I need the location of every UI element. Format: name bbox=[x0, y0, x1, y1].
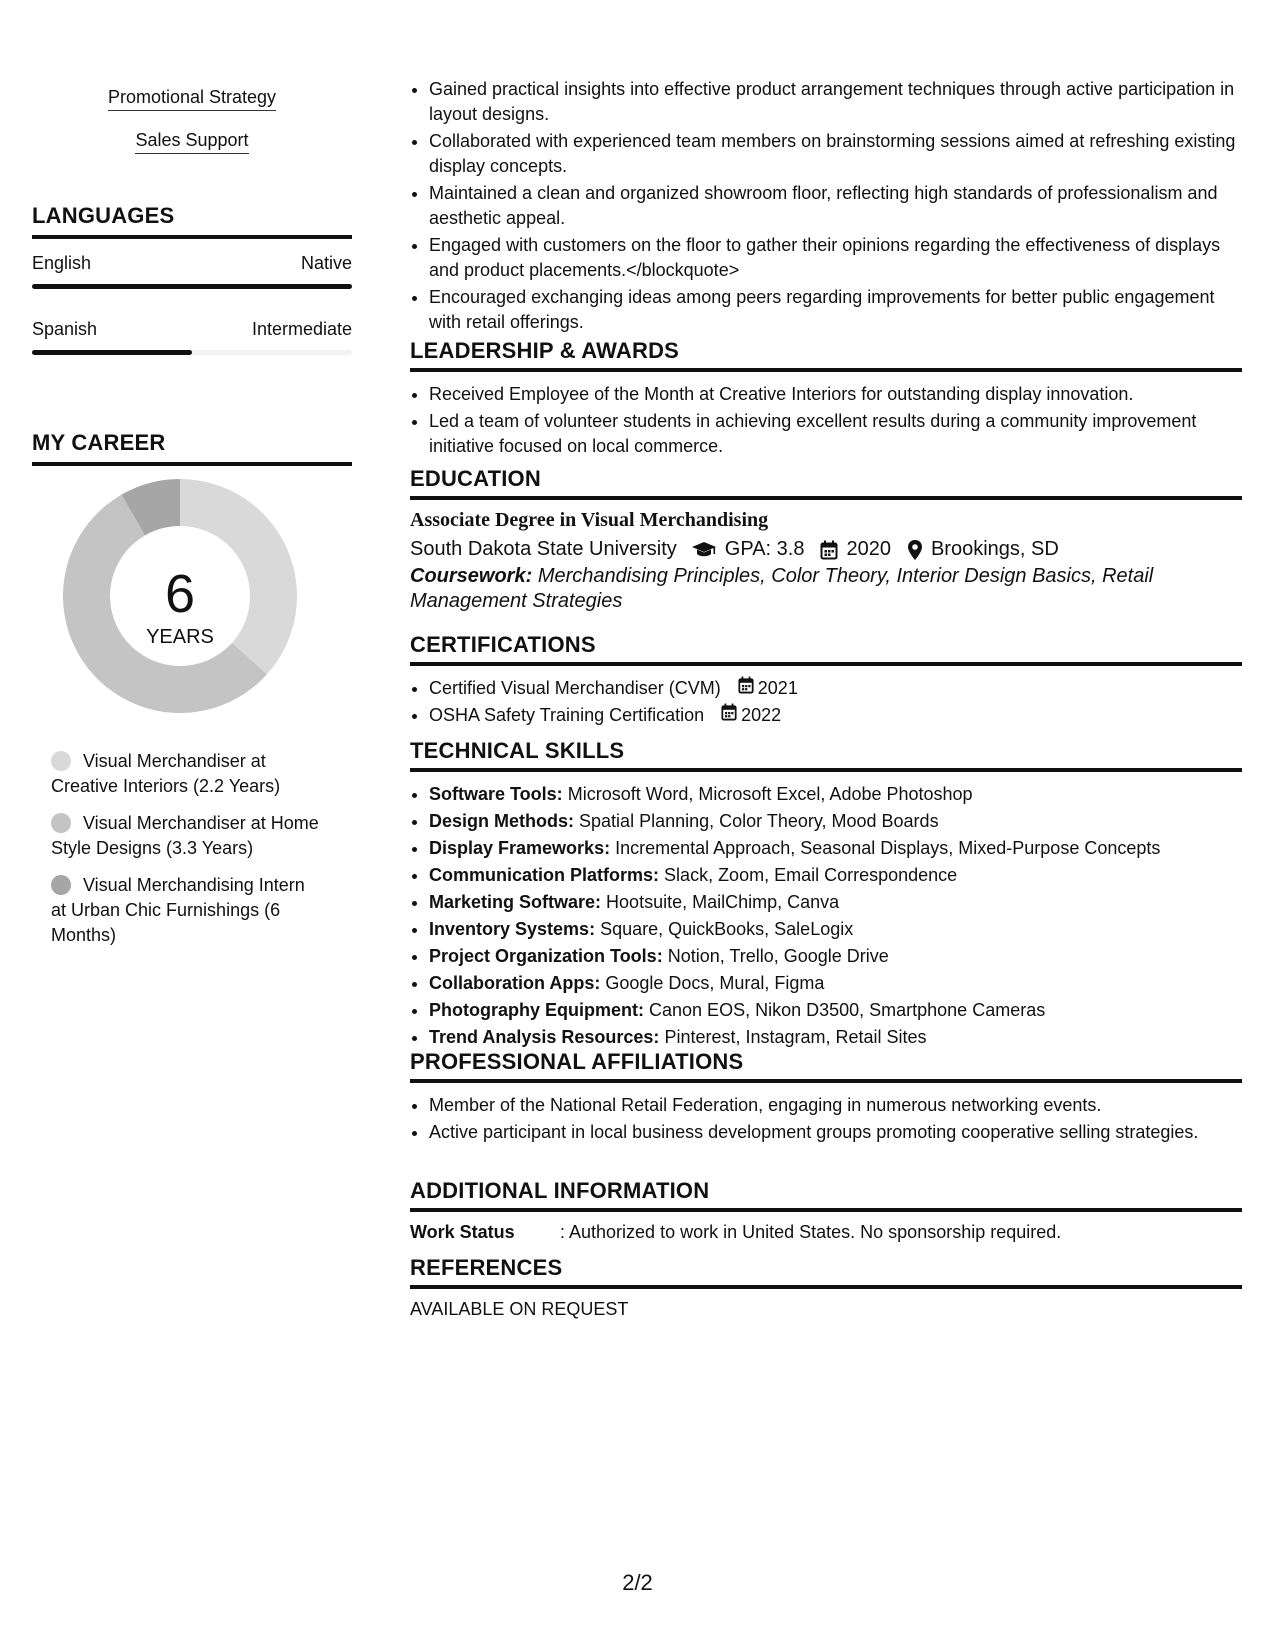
list-item: • Collaborated with experienced team members on brainstorming sessions aimed at refreshing existing display concepts. bbox=[429, 129, 1242, 179]
languages-section bbox=[32, 203, 352, 355]
skill-values: Microsoft Word, Microsoft Excel, Adobe Photoshop bbox=[567, 784, 973, 804]
skill-item bbox=[429, 809, 1242, 834]
graduation-year: 2020 bbox=[846, 538, 891, 560]
language-level: Intermediate bbox=[251, 319, 352, 339]
legend-label: Visual Merchandising Intern at Urban Chic Furnishings (6 Months) bbox=[51, 875, 305, 945]
career-section bbox=[32, 430, 352, 960]
skill-values: Google Docs, Mural, Figma bbox=[605, 973, 825, 993]
degree-title: Associate Degree in Visual Merchandising bbox=[410, 509, 769, 531]
section-heading: EDUCATION bbox=[410, 466, 1242, 500]
skill-category: Photography Equipment: bbox=[429, 1000, 644, 1020]
list-item: • Maintained a clean and organized showroom floor, reflecting high standards of professionalism and aesthetic appeal. bbox=[429, 181, 1242, 231]
list-item: • Member of the National Retail Federation, engaging in numerous networking events. bbox=[429, 1093, 1242, 1118]
calendar-icon bbox=[820, 534, 838, 564]
interest-item: Sales Support bbox=[135, 130, 248, 154]
page-number: 2/2 bbox=[622, 1570, 653, 1595]
career-unit: YEARS bbox=[146, 626, 214, 648]
career-donut-chart bbox=[32, 476, 352, 736]
skill-item bbox=[429, 944, 1242, 969]
legend-dot bbox=[51, 751, 71, 771]
skill-category: Communication Platforms: bbox=[429, 865, 660, 885]
section-heading: PROFESSIONAL AFFILIATIONS bbox=[410, 1049, 1242, 1083]
skill-item bbox=[429, 998, 1242, 1023]
skills-list bbox=[410, 782, 1242, 1050]
leadership-section bbox=[410, 338, 1242, 461]
skill-item bbox=[429, 971, 1242, 996]
coursework bbox=[410, 564, 1242, 614]
legend-item bbox=[32, 749, 321, 799]
skill-category: Collaboration Apps: bbox=[429, 973, 601, 993]
list-item bbox=[429, 676, 1242, 701]
cert-name: Certified Visual Merchandiser (CVM) bbox=[429, 678, 721, 698]
proficiency-bar bbox=[32, 350, 352, 355]
section-heading: REFERENCES bbox=[410, 1255, 1242, 1289]
education-section bbox=[410, 466, 1242, 614]
skill-category: Trend Analysis Resources: bbox=[429, 1027, 660, 1047]
list-item: • Encouraged exchanging ideas among peers regarding improvements for better public engagement with retail offerings. bbox=[429, 285, 1242, 335]
interests-list bbox=[32, 87, 352, 173]
section-heading: ADDITIONAL INFORMATION bbox=[410, 1178, 1242, 1212]
experience-bullets bbox=[410, 77, 1242, 335]
references-text: AVAILABLE ON REQUEST bbox=[410, 1299, 629, 1319]
skill-item bbox=[429, 1025, 1242, 1050]
skill-values: Canon EOS, Nikon D3500, Smartphone Cameras bbox=[649, 1000, 1046, 1020]
cert-year bbox=[738, 676, 798, 701]
cert-name: OSHA Safety Training Certification bbox=[429, 705, 705, 725]
gpa: GPA: 3.8 bbox=[724, 538, 805, 560]
list-item: • Received Employee of the Month at Creative Interiors for outstanding display innovation. bbox=[429, 382, 1242, 407]
list-item bbox=[429, 703, 1242, 728]
skill-item bbox=[429, 917, 1242, 942]
skill-item bbox=[429, 863, 1242, 888]
interest-item: Promotional Strategy bbox=[108, 87, 276, 111]
skill-category: Design Methods: bbox=[429, 811, 575, 831]
legend-label: Visual Merchandiser at Home Style Designs (3.3 Years) bbox=[51, 813, 319, 858]
list-item: • Active participant in local business development groups promoting cooperative selling strategies. bbox=[429, 1120, 1242, 1145]
legend-label: Visual Merchandiser at Creative Interiors (2.2 Years) bbox=[51, 751, 281, 796]
cert-year-text: 2021 bbox=[757, 678, 798, 698]
calendar-icon bbox=[738, 676, 754, 701]
work-status-row bbox=[410, 1222, 1242, 1243]
skill-values: Square, QuickBooks, SaleLogix bbox=[600, 919, 854, 939]
calendar-icon bbox=[721, 703, 737, 728]
career-total: 6 bbox=[164, 564, 196, 624]
coursework-label: Coursework: bbox=[410, 565, 533, 587]
skill-values: Pinterest, Instagram, Retail Sites bbox=[664, 1027, 927, 1047]
cert-year bbox=[721, 703, 781, 728]
list-item: • Led a team of volunteer students in achieving excellent results during a community improvement initiative focused on local commerce. bbox=[429, 409, 1242, 459]
proficiency-bar bbox=[32, 284, 352, 289]
legend-item bbox=[32, 873, 321, 948]
skill-item bbox=[429, 890, 1242, 915]
certifications-section bbox=[410, 632, 1242, 730]
list-item: • Gained practical insights into effective product arrangement techniques through active participation in layout designs. bbox=[429, 77, 1242, 127]
location-pin-icon bbox=[907, 534, 923, 564]
graduation-cap-icon bbox=[691, 534, 717, 564]
skill-values: Slack, Zoom, Email Correspondence bbox=[664, 865, 958, 885]
language-name: English bbox=[32, 253, 92, 273]
skill-category: Marketing Software: bbox=[429, 892, 602, 912]
experience-continued bbox=[410, 77, 1242, 337]
affiliations-section bbox=[410, 1049, 1242, 1147]
career-legend bbox=[32, 749, 352, 948]
language-level: Native bbox=[300, 253, 352, 273]
skill-values: Notion, Trello, Google Drive bbox=[667, 946, 889, 966]
legend-dot bbox=[51, 813, 71, 833]
skill-item bbox=[429, 836, 1242, 861]
cert-year-text: 2022 bbox=[741, 705, 782, 725]
work-status-key: Work Status bbox=[410, 1222, 515, 1242]
section-heading: TECHNICAL SKILLS bbox=[410, 738, 1242, 772]
school-location: Brookings, SD bbox=[930, 538, 1059, 560]
coursework-list: Merchandising Principles, Color Theory, Interior Design Basics, Retail Management Strategies bbox=[410, 565, 1154, 612]
legend-item bbox=[32, 811, 321, 861]
additional-section bbox=[410, 1178, 1242, 1243]
language-spanish bbox=[32, 319, 352, 355]
skill-category: Display Frameworks: bbox=[429, 838, 611, 858]
skill-values: Hootsuite, MailChimp, Canva bbox=[606, 892, 840, 912]
skill-values: Spatial Planning, Color Theory, Mood Boards bbox=[579, 811, 939, 831]
proficiency-fill bbox=[32, 284, 352, 289]
skill-category: Software Tools: bbox=[429, 784, 563, 804]
skill-values: Incremental Approach, Seasonal Displays, Mixed-Purpose Concepts bbox=[615, 838, 1161, 858]
language-english bbox=[32, 253, 352, 289]
career-heading: MY CAREER bbox=[32, 430, 352, 466]
section-heading: LEADERSHIP & AWARDS bbox=[410, 338, 1242, 372]
skills-section bbox=[410, 738, 1242, 1052]
proficiency-fill bbox=[32, 350, 192, 355]
education-meta bbox=[410, 534, 1242, 564]
references-section bbox=[410, 1255, 1242, 1320]
list-item: • Engaged with customers on the floor to gather their opinions regarding the effectiveness of displays and product placements.</blockquote> bbox=[429, 233, 1242, 283]
work-status-value: : Authorized to work in United States. No sponsorship required. bbox=[560, 1222, 1062, 1242]
legend-dot bbox=[51, 875, 71, 895]
languages-heading: LANGUAGES bbox=[32, 203, 352, 239]
skill-category: Inventory Systems: bbox=[429, 919, 596, 939]
skill-item bbox=[429, 782, 1242, 807]
school-name: South Dakota State University bbox=[410, 538, 677, 560]
skill-category: Project Organization Tools: bbox=[429, 946, 663, 966]
language-name: Spanish bbox=[32, 319, 98, 339]
section-heading: CERTIFICATIONS bbox=[410, 632, 1242, 666]
